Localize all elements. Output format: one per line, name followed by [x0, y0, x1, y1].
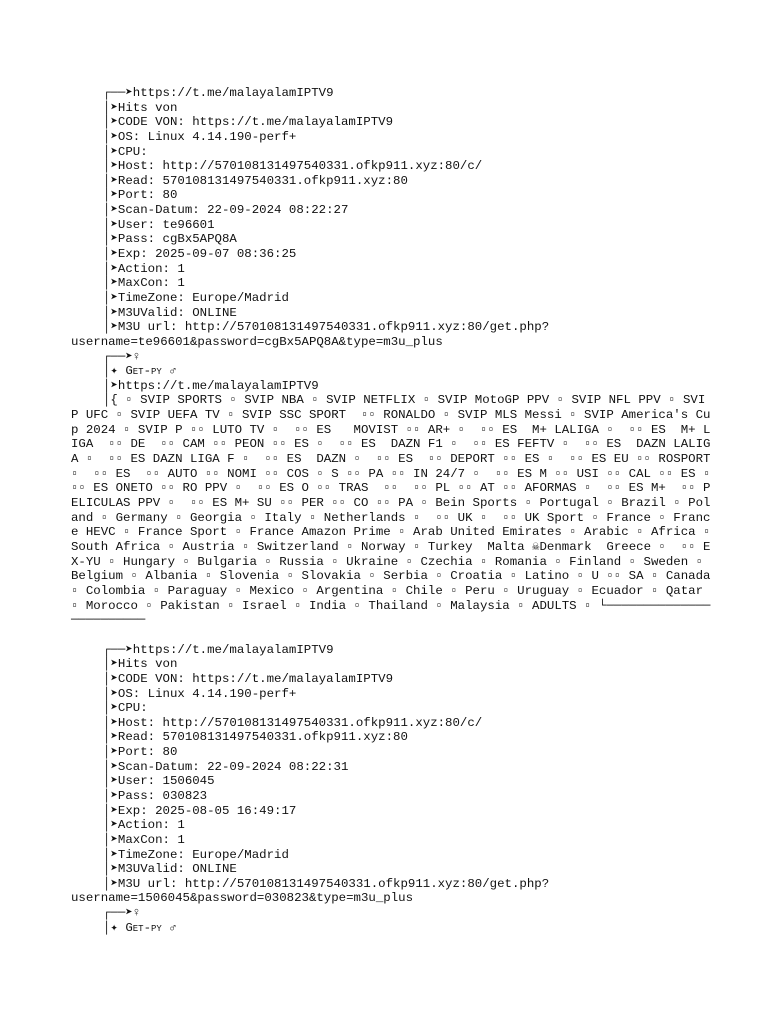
- action-line: │➤Action: 1: [103, 818, 185, 833]
- channel-list: [71, 393, 726, 628]
- m3u-valid-line: │➤M3UValid: ONLINE: [103, 862, 237, 877]
- cpu-line: │➤CPU:: [103, 701, 148, 716]
- m3u-url-continuation: username=1506045&password=030823&type=m3u_plus: [71, 891, 414, 906]
- code-line: │➤CODE VON: https://t.me/malayalamIPTV9: [103, 671, 394, 686]
- hits-line: │➤Hits von: [103, 657, 178, 672]
- os-line: │➤OS: Linux 4.14.190-perf+: [103, 129, 297, 144]
- m3u-valid-line: │➤M3UValid: ONLINE: [103, 305, 237, 320]
- cpu-line: │➤CPU:: [103, 144, 148, 159]
- os-line: │➤OS: Linux 4.14.190-perf+: [103, 686, 297, 701]
- read-line: │➤Read: 570108131497540331.ofkp911.xyz:80: [103, 173, 408, 188]
- read-line: │➤Read: 570108131497540331.ofkp911.xyz:80: [103, 730, 408, 745]
- port-line: │➤Port: 80: [103, 188, 178, 203]
- hit-record-1: [71, 86, 726, 628]
- exp-line: │➤Exp: 2025-09-07 08:36:25: [103, 247, 297, 262]
- record-header: ┌──➤https://t.me/malayalamIPTV9: [103, 86, 334, 100]
- host-link-line: │➤https://t.me/malayalamIPTV9: [103, 378, 319, 393]
- m3u-url-continuation: username=te96601&password=cgBx5APQ8A&type=m3u_plus: [71, 334, 443, 349]
- record-header: ┌──➤https://t.me/malayalamIPTV9: [103, 642, 334, 657]
- action-line: │➤Action: 1: [103, 261, 185, 276]
- scan-date-line: │➤Scan-Datum: 22-09-2024 08:22:31: [103, 759, 349, 774]
- sub-header: ┌──➤♀: [103, 349, 141, 364]
- m3u-url-line: │➤M3U url: http://570108131497540331.ofkp911.xyz:80/get.php?: [103, 320, 550, 335]
- document-body: [71, 86, 726, 935]
- maxcon-line: │➤MaxCon: 1: [103, 276, 185, 291]
- code-line: │➤CODE VON: https://t.me/malayalamIPTV9: [103, 115, 394, 130]
- channel-list-text: │{ ▫ SVIP SPORTS ▫ SVIP NBA ▫ SVIP NETFLIX ▫ SVIP MotoGP PPV ▫ SVIP NFL PPV ▫ SVIP UFC ▫ SVIP UEFA TV ▫ SVIP SSC SPORT ▫▫ RONALDO ▫ SVIP MLS Messi ▫ SVIP America's Cup 2024 ▫ SVIP P ▫▫ LUTO TV ▫ ▫▫ ES MOVIST ▫▫ AR+ ▫ ▫▫ ES M+ LALIGA ▫ ▫▫ ES M+ LIGA ▫▫ DE ▫▫ CAM ▫▫ PEON ▫▫ ES ▫ ▫▫ ES DAZN F1 ▫ ▫▫ ES FEFTV ▫ ▫▫ ES DAZN LALIGA ▫ ▫▫ ES DAZN LIGA F ▫ ▫▫ ES DAZN ▫ ▫▫ ES ▫▫ DEPORT ▫▫ ES ▫ ▫▫ ES EU ▫▫ ROSPORT ▫ ▫▫ ES ▫▫ AUTO ▫▫ NOMI ▫▫ COS ▫ S ▫▫ PA ▫▫ IN 24/7 ▫ ▫▫ ES M ▫▫ USI ▫▫ CAL ▫▫ ES ▫ ▫▫ ES ONETO ▫▫ RO PPV ▫ ▫▫ ES O ▫▫ TRAS ▫▫ ▫▫ PL ▫▫ AT ▫▫ AFORMAS ▫ ▫▫ ES M+ ▫▫ PELICULAS PPV ▫ ▫▫ ES M+ SU ▫▫ PER ▫▫ CO ▫▫ PA ▫ Bein Sports ▫ Portugal ▫ Brazil ▫ Poland ▫ Germany ▫ Georgia ▫ Italy ▫ Netherlands ▫ ▫▫ UK ▫ ▫▫ UK Sport ▫ France ▫ France HEVC ▫ France Sport ▫ France Amazon Prime ▫ Arab United Emirates ▫ Arabic ▫ Africa ▫ South Africa ▫ Austria ▫ Switzerland ▫ Norway ▫ Turkey Malta ☠Denmark Greece ▫ ▫▫ EX-YU ▫ Hungary ▫ Bulgaria ▫ Russia ▫ Ukraine ▫ Czechia ▫ Romania ▫ Finland ▫ Sweden ▫ Belgium ▫ Albania ▫ Slovenia ▫ Slovakia ▫ Serbia ▫ Croatia ▫ Latino ▫ U ▫▫ SA ▫ Canada ▫ Colombia ▫ Paraguay ▫ Mexico ▫ Argentina ▫ Chile ▫ Peru ▫ Uruguay ▫ Ecuador ▫ Qatar ▫ Morocco ▫ Pakistan ▫ Israel ▫ India ▫ Thailand ▫ Malaysia ▫ ADULTS ▫ └────────────────────────: [71, 393, 726, 628]
- spacer: [71, 628, 711, 643]
- get-py-line: │✦ Get-py ♂: [103, 364, 177, 379]
- port-line: │➤Port: 80: [103, 745, 178, 760]
- hits-line: │➤Hits von: [103, 100, 178, 115]
- user-line: │➤User: te96601: [103, 217, 215, 232]
- hit-record-2: [71, 643, 711, 936]
- host-line: │➤Host: http://570108131497540331.ofkp911.xyz:80/c/: [103, 159, 483, 174]
- get-py-line: │✦ Get-py ♂: [103, 920, 177, 935]
- scan-date-line: │➤Scan-Datum: 22-09-2024 08:22:27: [103, 203, 349, 218]
- maxcon-line: │➤MaxCon: 1: [103, 832, 185, 847]
- sub-header: ┌──➤♀: [103, 906, 141, 921]
- pass-line: │➤Pass: cgBx5APQ8A: [103, 232, 237, 247]
- exp-line: │➤Exp: 2025-08-05 16:49:17: [103, 803, 297, 818]
- host-line: │➤Host: http://570108131497540331.ofkp911.xyz:80/c/: [103, 715, 483, 730]
- timezone-line: │➤TimeZone: Europe/Madrid: [103, 847, 289, 862]
- user-line: │➤User: 1506045: [103, 774, 215, 789]
- timezone-line: │➤TimeZone: Europe/Madrid: [103, 290, 289, 305]
- pass-line: │➤Pass: 030823: [103, 789, 208, 803]
- m3u-url-line: │➤M3U url: http://570108131497540331.ofkp911.xyz:80/get.php?: [103, 876, 550, 891]
